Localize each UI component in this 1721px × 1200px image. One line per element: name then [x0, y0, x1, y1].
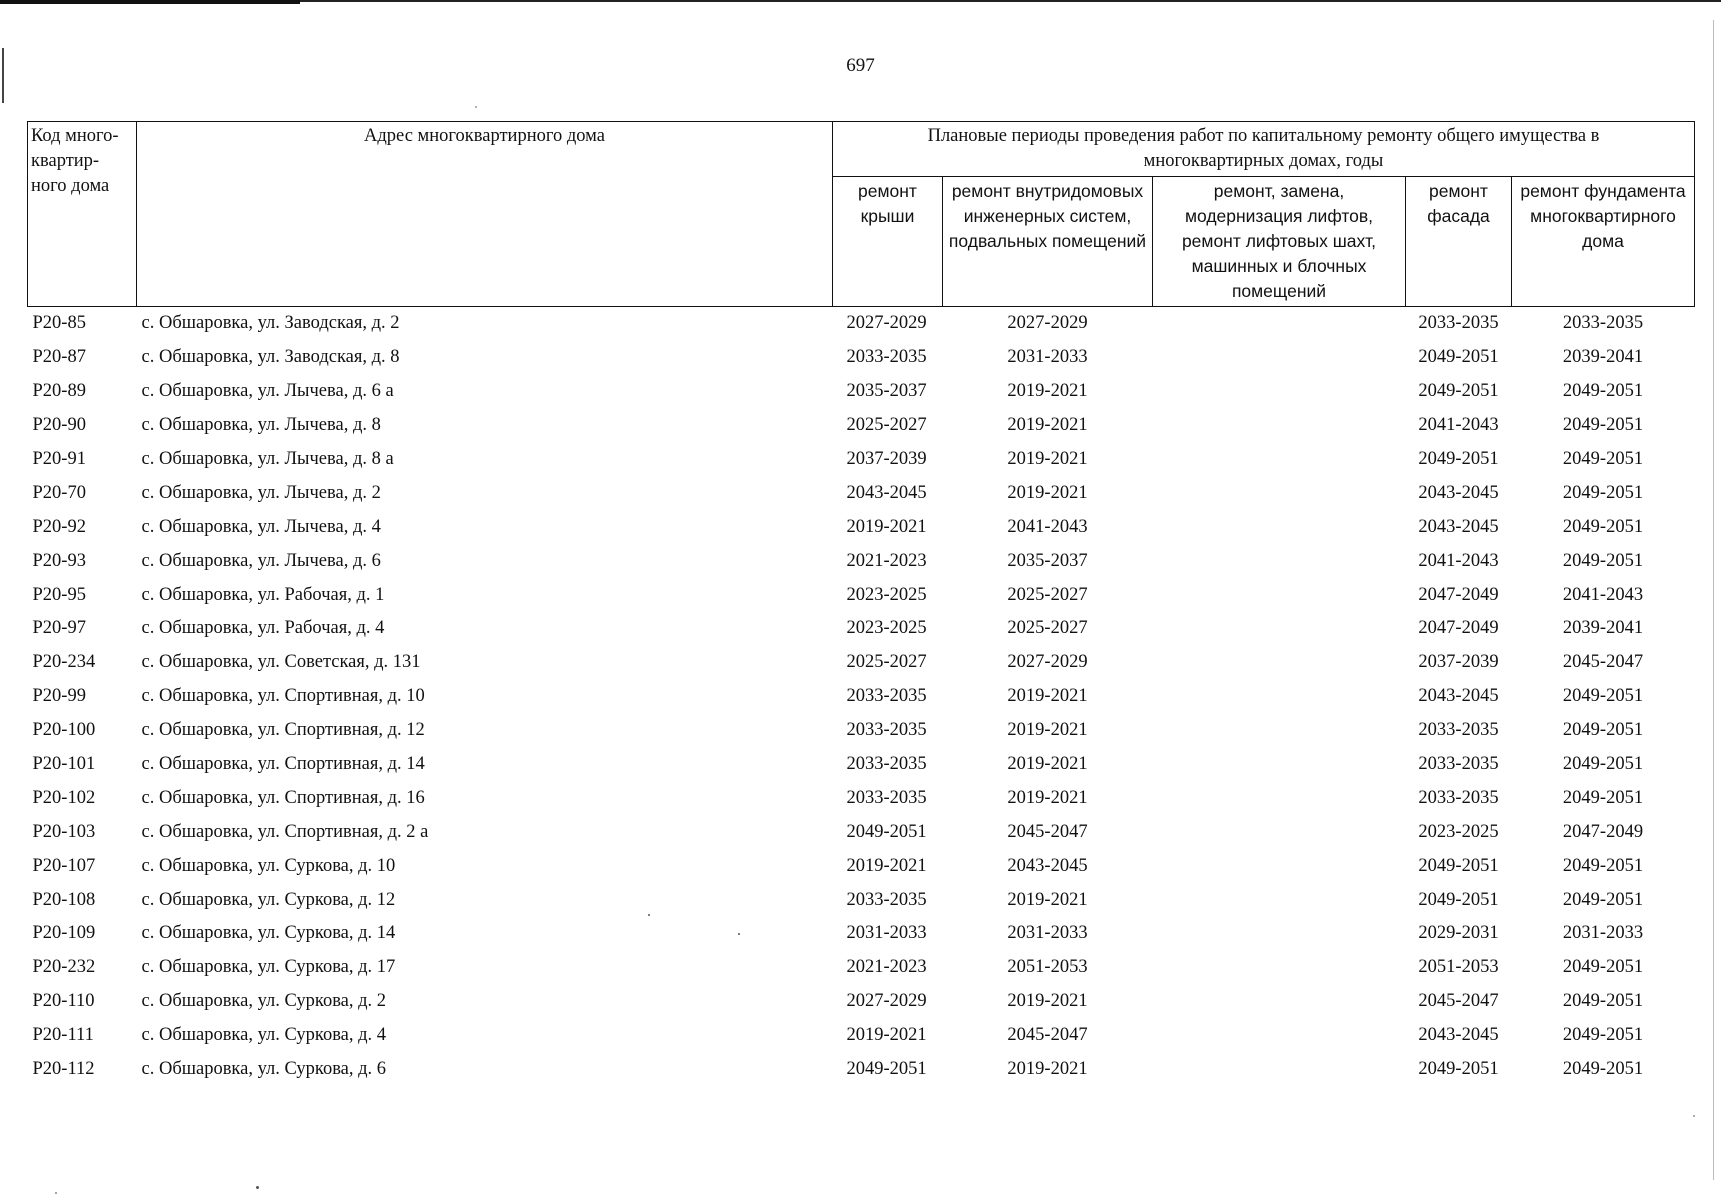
elevator-repair-period-cell: [1153, 510, 1406, 544]
capital-repair-schedule-table: [27, 121, 1695, 1086]
facade-repair-period-cell: 2045-2047: [1418, 991, 1499, 1012]
roof-repair-period-cell: 2019-2021: [846, 516, 927, 537]
scan-speck: [256, 1186, 259, 1189]
roof-repair-period-cell: 2023-2025: [846, 584, 927, 605]
table-row: [28, 443, 1695, 477]
table-row: [28, 714, 1695, 748]
foundation-repair-period-cell: 2049-2051: [1562, 516, 1644, 537]
address-cell: с. Обшаровка, ул. Советская, д. 131: [141, 652, 421, 673]
building-code-cell: P20-108: [32, 889, 96, 910]
table-row: [28, 1053, 1695, 1087]
header-building-code: Код много-квартир-ного дома: [28, 122, 137, 307]
address-cell: с. Обшаровка, ул. Заводская, д. 8: [141, 347, 400, 368]
address-cell: с. Обшаровка, ул. Лычева, д. 8 а: [141, 449, 394, 469]
engineering-repair-period-cell: 2043-2045: [1007, 855, 1088, 876]
building-code-cell: P20-91: [32, 449, 86, 469]
address-cell: с. Обшаровка, ул. Суркова, д. 6: [141, 1059, 387, 1080]
table-header: [28, 122, 1695, 307]
table-row: [28, 307, 1695, 341]
engineering-repair-period-cell: 2019-2021: [1007, 449, 1088, 469]
elevator-repair-period-cell: [1153, 680, 1406, 714]
scan-speck: [475, 106, 477, 108]
facade-repair-period-cell: 2033-2035: [1418, 720, 1499, 741]
table-row: [28, 951, 1695, 985]
foundation-repair-period-cell: 2049-2051: [1562, 787, 1644, 808]
address-cell: с. Обшаровка, ул. Спортивная, д. 12: [141, 720, 425, 741]
elevator-repair-period-cell: [1153, 748, 1406, 782]
roof-repair-period-cell: 2037-2039: [846, 449, 927, 469]
foundation-repair-period-cell: 2049-2051: [1562, 889, 1644, 910]
foundation-repair-period-cell: 2031-2033: [1562, 923, 1644, 944]
facade-repair-period-cell: 2033-2035: [1418, 313, 1499, 334]
foundation-repair-period-cell: 2049-2051: [1562, 1025, 1644, 1046]
roof-repair-period-cell: 2043-2045: [846, 482, 927, 503]
elevator-repair-period-cell: [1153, 781, 1406, 815]
address-cell: с. Обшаровка, ул. Лычева, д. 2: [141, 482, 381, 503]
building-code-cell: P20-92: [32, 516, 86, 537]
scan-right-edge-mark: [1713, 20, 1714, 1180]
elevator-repair-period-cell: [1153, 883, 1406, 917]
roof-repair-period-cell: 2027-2029: [846, 991, 927, 1012]
building-code-cell: P20-107: [32, 855, 96, 876]
address-cell: с. Обшаровка, ул. Лычева, д. 6: [141, 550, 381, 571]
facade-repair-period-cell: 2023-2025: [1418, 821, 1499, 842]
foundation-repair-period-cell: 2039-2041: [1562, 347, 1644, 368]
facade-repair-period-cell: 2047-2049: [1418, 618, 1499, 639]
elevator-repair-period-cell: [1153, 409, 1406, 443]
facade-repair-period-cell: 2041-2043: [1418, 415, 1499, 436]
table-row: [28, 680, 1695, 714]
elevator-repair-period-cell: [1153, 646, 1406, 680]
header-elevator-repair: ремонт, замена, модернизация лифтов, ремонт лифтовых шахт, машинных и блочных помещений: [1153, 177, 1406, 307]
address-cell: с. Обшаровка, ул. Суркова, д. 14: [141, 923, 396, 944]
engineering-repair-period-cell: 2041-2043: [1007, 516, 1088, 537]
facade-repair-period-cell: 2033-2035: [1418, 754, 1499, 775]
page-number: 697: [846, 55, 875, 76]
engineering-repair-period-cell: 2019-2021: [1007, 482, 1088, 503]
foundation-repair-period-cell: 2039-2041: [1562, 618, 1644, 639]
engineering-repair-period-cell: 2031-2033: [1007, 923, 1088, 944]
foundation-repair-period-cell: 2041-2043: [1562, 584, 1644, 605]
elevator-repair-period-cell: [1153, 476, 1406, 510]
table-row: [28, 1019, 1695, 1053]
elevator-repair-period-cell: [1153, 917, 1406, 951]
table-body: [28, 307, 1695, 1087]
foundation-repair-period-cell: 2049-2051: [1562, 1059, 1644, 1080]
engineering-repair-period-cell: 2019-2021: [1007, 686, 1088, 707]
roof-repair-period-cell: 2033-2035: [846, 787, 927, 808]
engineering-repair-period-cell: 2019-2021: [1007, 1059, 1088, 1080]
foundation-repair-period-cell: 2049-2051: [1562, 720, 1644, 741]
table-row: [28, 646, 1695, 680]
address-cell: с. Обшаровка, ул. Суркова, д. 4: [141, 1025, 387, 1046]
foundation-repair-period-cell: 2049-2051: [1562, 855, 1644, 876]
table-row: [28, 476, 1695, 510]
scan-speck: [648, 914, 650, 916]
elevator-repair-period-cell: [1153, 951, 1406, 985]
engineering-repair-period-cell: 2019-2021: [1007, 381, 1088, 402]
foundation-repair-period-cell: 2047-2049: [1562, 821, 1644, 842]
roof-repair-period-cell: 2031-2033: [846, 923, 927, 944]
roof-repair-period-cell: 2049-2051: [846, 821, 927, 842]
facade-repair-period-cell: 2043-2045: [1418, 482, 1499, 503]
address-cell: с. Обшаровка, ул. Заводская, д. 2: [141, 313, 400, 334]
facade-repair-period-cell: 2043-2045: [1418, 516, 1499, 537]
table-row: [28, 612, 1695, 646]
elevator-repair-period-cell: [1153, 714, 1406, 748]
elevator-repair-period-cell: [1153, 307, 1406, 341]
foundation-repair-period-cell: 2049-2051: [1562, 991, 1644, 1012]
elevator-repair-period-cell: [1153, 1053, 1406, 1087]
elevator-repair-period-cell: [1153, 985, 1406, 1019]
table-row: [28, 985, 1695, 1019]
address-cell: с. Обшаровка, ул. Суркова, д. 12: [141, 889, 396, 910]
roof-repair-period-cell: 2023-2025: [846, 618, 927, 639]
table-row: [28, 375, 1695, 409]
elevator-repair-period-cell: [1153, 375, 1406, 409]
table-row: [28, 544, 1695, 578]
foundation-repair-period-cell: 2049-2051: [1562, 686, 1644, 707]
engineering-repair-period-cell: 2025-2027: [1007, 584, 1088, 605]
foundation-repair-period-cell: 2049-2051: [1562, 482, 1644, 503]
scan-speck: [1693, 1115, 1695, 1117]
facade-repair-period-cell: 2033-2035: [1418, 787, 1499, 808]
table-row: [28, 578, 1695, 612]
engineering-repair-period-cell: 2031-2033: [1007, 347, 1088, 368]
address-cell: с. Обшаровка, ул. Рабочая, д. 4: [141, 618, 385, 639]
facade-repair-period-cell: 2029-2031: [1418, 923, 1499, 944]
header-roof-repair: ремонт крыши: [833, 177, 943, 307]
elevator-repair-period-cell: [1153, 544, 1406, 578]
foundation-repair-period-cell: 2049-2051: [1562, 957, 1644, 978]
building-code-cell: P20-232: [32, 957, 96, 978]
engineering-repair-period-cell: 2019-2021: [1007, 720, 1088, 741]
engineering-repair-period-cell: 2019-2021: [1007, 787, 1088, 808]
engineering-repair-period-cell: 2035-2037: [1007, 550, 1088, 571]
address-cell: с. Обшаровка, ул. Суркова, д. 2: [141, 991, 387, 1012]
building-code-cell: P20-97: [32, 618, 86, 639]
roof-repair-period-cell: 2033-2035: [846, 686, 927, 707]
address-cell: с. Обшаровка, ул. Рабочая, д. 1: [141, 584, 385, 605]
facade-repair-period-cell: 2049-2051: [1418, 855, 1499, 876]
roof-repair-period-cell: 2019-2021: [846, 1025, 927, 1046]
facade-repair-period-cell: 2047-2049: [1418, 584, 1499, 605]
table-row: [28, 883, 1695, 917]
address-cell: с. Обшаровка, ул. Лычева, д. 4: [141, 516, 381, 537]
engineering-repair-period-cell: 2019-2021: [1007, 991, 1088, 1012]
foundation-repair-period-cell: 2049-2051: [1562, 550, 1644, 571]
engineering-repair-period-cell: 2051-2053: [1007, 957, 1088, 978]
header-engineering-systems-repair: ремонт внутридомовых инженерных систем, подвальных помещений: [943, 177, 1153, 307]
table-row: [28, 510, 1695, 544]
address-cell: с. Обшаровка, ул. Спортивная, д. 14: [141, 754, 425, 775]
table-row: [28, 781, 1695, 815]
table-row: [28, 341, 1695, 375]
elevator-repair-period-cell: [1153, 578, 1406, 612]
facade-repair-period-cell: 2037-2039: [1418, 652, 1499, 673]
building-code-cell: P20-89: [32, 381, 86, 402]
elevator-repair-period-cell: [1153, 849, 1406, 883]
facade-repair-period-cell: 2051-2053: [1418, 957, 1499, 978]
facade-repair-period-cell: 2049-2051: [1418, 449, 1499, 469]
scan-speck: [55, 1192, 57, 1194]
header-address: Адрес многоквартирного дома: [137, 122, 833, 307]
header-planned-periods: Плановые периоды проведения работ по капитальному ремонту общего имущества в многоквартирных домах, годы: [833, 122, 1695, 177]
building-code-cell: P20-103: [32, 821, 96, 842]
table-row: [28, 917, 1695, 951]
address-cell: с. Обшаровка, ул. Спортивная, д. 10: [141, 686, 425, 707]
scan-top-rule-thick: [0, 0, 300, 4]
foundation-repair-period-cell: 2045-2047: [1562, 652, 1644, 673]
building-code-cell: P20-110: [32, 991, 95, 1012]
facade-repair-period-cell: 2041-2043: [1418, 550, 1499, 571]
elevator-repair-period-cell: [1153, 612, 1406, 646]
foundation-repair-period-cell: 2049-2051: [1562, 415, 1644, 436]
elevator-repair-period-cell: [1153, 443, 1406, 477]
header-foundation-repair: ремонт фундамента многоквартирного дома: [1512, 177, 1695, 307]
roof-repair-period-cell: 2033-2035: [846, 347, 927, 368]
elevator-repair-period-cell: [1153, 815, 1406, 849]
table-row: [28, 748, 1695, 782]
table-row: [28, 409, 1695, 443]
address-cell: с. Обшаровка, ул. Суркова, д. 10: [141, 855, 396, 876]
engineering-repair-period-cell: 2019-2021: [1007, 415, 1088, 436]
building-code-cell: P20-93: [32, 550, 86, 571]
engineering-repair-period-cell: 2025-2027: [1007, 618, 1088, 639]
table-row: [28, 815, 1695, 849]
roof-repair-period-cell: 2033-2035: [846, 720, 927, 741]
address-cell: с. Обшаровка, ул. Лычева, д. 6 а: [141, 381, 394, 402]
building-code-cell: P20-102: [32, 787, 96, 808]
roof-repair-period-cell: 2033-2035: [846, 889, 927, 910]
building-code-cell: P20-234: [32, 652, 96, 673]
roof-repair-period-cell: 2025-2027: [846, 415, 927, 436]
roof-repair-period-cell: 2027-2029: [846, 313, 927, 334]
roof-repair-period-cell: 2025-2027: [846, 652, 927, 673]
engineering-repair-period-cell: 2027-2029: [1007, 652, 1088, 673]
foundation-repair-period-cell: 2049-2051: [1562, 754, 1644, 775]
engineering-repair-period-cell: 2027-2029: [1007, 313, 1088, 334]
engineering-repair-period-cell: 2019-2021: [1007, 754, 1088, 775]
building-code-cell: P20-95: [32, 584, 86, 605]
facade-repair-period-cell: 2049-2051: [1418, 889, 1499, 910]
roof-repair-period-cell: 2035-2037: [846, 381, 927, 402]
building-code-cell: P20-70: [32, 482, 86, 503]
building-code-cell: P20-101: [32, 754, 96, 775]
building-code-cell: P20-85: [32, 313, 86, 334]
elevator-repair-period-cell: [1153, 341, 1406, 375]
foundation-repair-period-cell: 2049-2051: [1562, 381, 1644, 402]
foundation-repair-period-cell: 2033-2035: [1562, 313, 1644, 334]
address-cell: с. Обшаровка, ул. Лычева, д. 8: [141, 415, 381, 436]
building-code-cell: P20-90: [32, 415, 86, 436]
roof-repair-period-cell: 2033-2035: [846, 754, 927, 775]
building-code-cell: P20-112: [32, 1059, 95, 1080]
building-code-cell: P20-100: [32, 720, 96, 741]
facade-repair-period-cell: 2049-2051: [1418, 381, 1499, 402]
building-code-cell: P20-111: [32, 1025, 94, 1046]
engineering-repair-period-cell: 2045-2047: [1007, 1025, 1088, 1046]
facade-repair-period-cell: 2049-2051: [1418, 1059, 1499, 1080]
facade-repair-period-cell: 2043-2045: [1418, 686, 1499, 707]
roof-repair-period-cell: 2019-2021: [846, 855, 927, 876]
engineering-repair-period-cell: 2019-2021: [1007, 889, 1088, 910]
facade-repair-period-cell: 2049-2051: [1418, 347, 1499, 368]
address-cell: с. Обшаровка, ул. Суркова, д. 17: [141, 957, 396, 978]
roof-repair-period-cell: 2021-2023: [846, 550, 927, 571]
elevator-repair-period-cell: [1153, 1019, 1406, 1053]
roof-repair-period-cell: 2021-2023: [846, 957, 927, 978]
address-cell: с. Обшаровка, ул. Спортивная, д. 16: [141, 787, 425, 808]
roof-repair-period-cell: 2049-2051: [846, 1059, 927, 1080]
building-code-cell: P20-99: [32, 686, 86, 707]
foundation-repair-period-cell: 2049-2051: [1562, 449, 1644, 469]
facade-repair-period-cell: 2043-2045: [1418, 1025, 1499, 1046]
table-row: [28, 849, 1695, 883]
address-cell: с. Обшаровка, ул. Спортивная, д. 2 а: [141, 821, 429, 842]
building-code-cell: P20-87: [32, 347, 86, 368]
scan-speck: [738, 933, 740, 935]
building-code-cell: P20-109: [32, 923, 96, 944]
engineering-repair-period-cell: 2045-2047: [1007, 821, 1088, 842]
header-facade-repair: ремонт фасада: [1406, 177, 1512, 307]
